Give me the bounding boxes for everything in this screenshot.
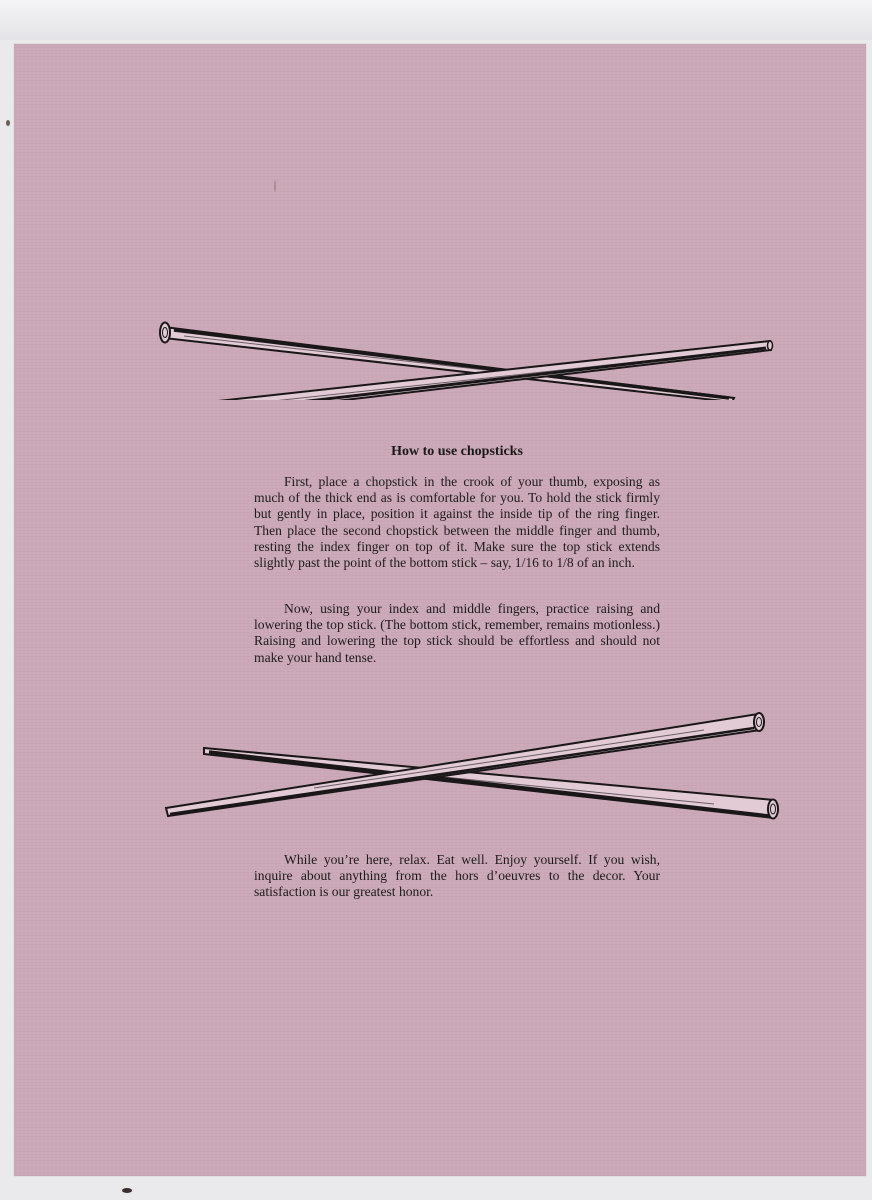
scan-speck xyxy=(122,1188,132,1193)
chopsticks-icon xyxy=(14,270,866,400)
paragraph-text: First, place a chopstick in the crook of your thumb, exposing as much of the thick end as is comfortable for you. To hold the stick firmly but gently in place, position it against the inside tip of the ring finger. Then place the second chopstick between the middle finger and thumb, resting the index finger on top of it. Make sure the top stick extends slightly past the point of the bottom stick – say, 1/16 to 1/8 of an inch. xyxy=(254,474,660,571)
instructions-paragraph-2 xyxy=(254,601,660,666)
instructions-paragraph-1 xyxy=(254,474,660,571)
paragraph-text: While you’re here, relax. Eat well. Enjoy yourself. If you wish, inquire about anything from the hors d’oeuvres to the decor. Your satisfaction is our greatest honor. xyxy=(254,852,660,900)
section-heading: How to use chopsticks xyxy=(391,444,523,459)
paragraph-text: Now, using your index and middle fingers, practice raising and lowering the top stick. (The bottom stick, remember, remains motionless.) Raising and lowering the top stick should be effortless and should not make your hand tense. xyxy=(254,601,660,665)
chopsticks-icon xyxy=(14,704,866,834)
paper-speck xyxy=(6,120,10,126)
menu-page xyxy=(14,44,866,1176)
scan-border xyxy=(0,0,872,40)
paper-speck xyxy=(274,180,276,192)
closing-paragraph xyxy=(254,852,660,901)
